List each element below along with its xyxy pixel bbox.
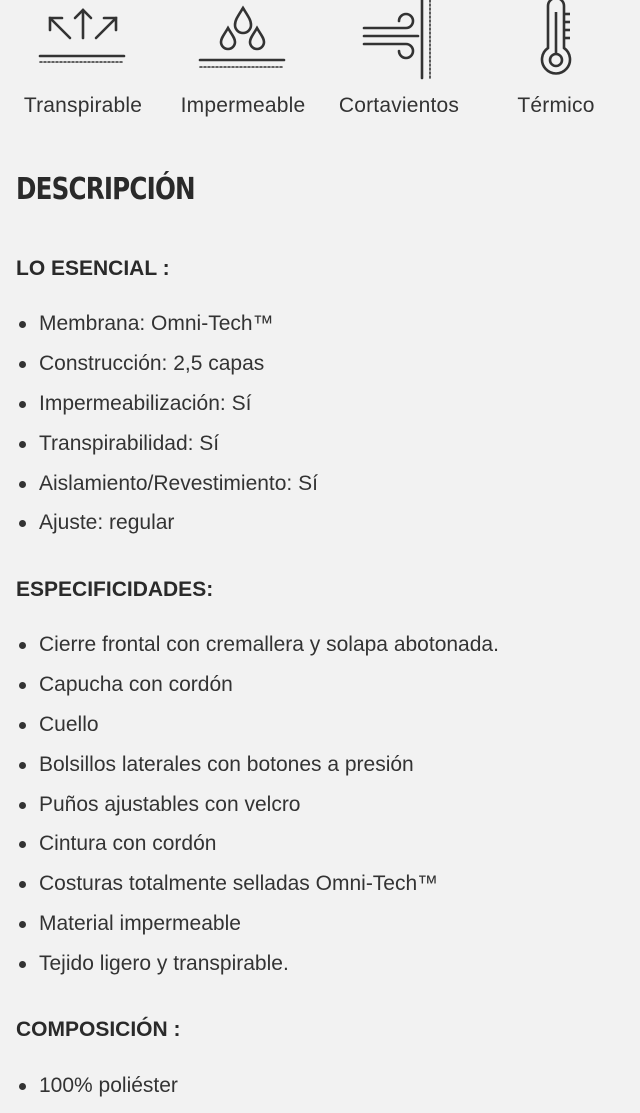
thermometer-icon (536, 0, 576, 80)
composition-heading: COMPOSICIÓN : (16, 1018, 181, 1041)
list-item: Membrana: Omni-Tech™ (0, 311, 318, 351)
list-item: Bolsillos laterales con botones a presión (0, 752, 499, 792)
feature-label: Impermeable (180, 94, 306, 117)
feature-icons-row (0, 0, 640, 130)
feature-label: Cortavientos (338, 94, 460, 117)
list-item: Costuras totalmente selladas Omni-Tech™ (0, 871, 499, 911)
essentials-list (0, 311, 318, 550)
essentials-heading: LO ESENCIAL : (16, 257, 170, 280)
list-item: Puños ajustables con velcro (0, 792, 499, 832)
list-item: Material impermeable (0, 911, 499, 951)
composition-list (0, 1073, 178, 1113)
windproof-icon (360, 0, 450, 80)
list-item: Cuello (0, 712, 499, 752)
breathable-icon (38, 0, 128, 70)
list-item: Construcción: 2,5 capas (0, 351, 318, 391)
specs-heading: ESPECIFICIDADES: (16, 578, 214, 601)
feature-label: Transpirable (23, 94, 143, 117)
list-item: Aislamiento/Revestimiento: Sí (0, 471, 318, 511)
list-item: 100% poliéster (0, 1073, 178, 1113)
list-item: Cintura con cordón (0, 831, 499, 871)
list-item: Impermeabilización: Sí (0, 391, 318, 431)
list-item: Tejido ligero y transpirable. (0, 951, 499, 991)
section-title: DESCRIPCIÓN (16, 172, 195, 207)
specs-list (0, 632, 499, 991)
list-item: Capucha con cordón (0, 672, 499, 712)
waterproof-icon (198, 0, 288, 74)
feature-label: Térmico (517, 94, 595, 117)
list-item: Transpirabilidad: Sí (0, 431, 318, 471)
list-item: Cierre frontal con cremallera y solapa abotonada. (0, 632, 499, 672)
list-item: Ajuste: regular (0, 510, 318, 550)
